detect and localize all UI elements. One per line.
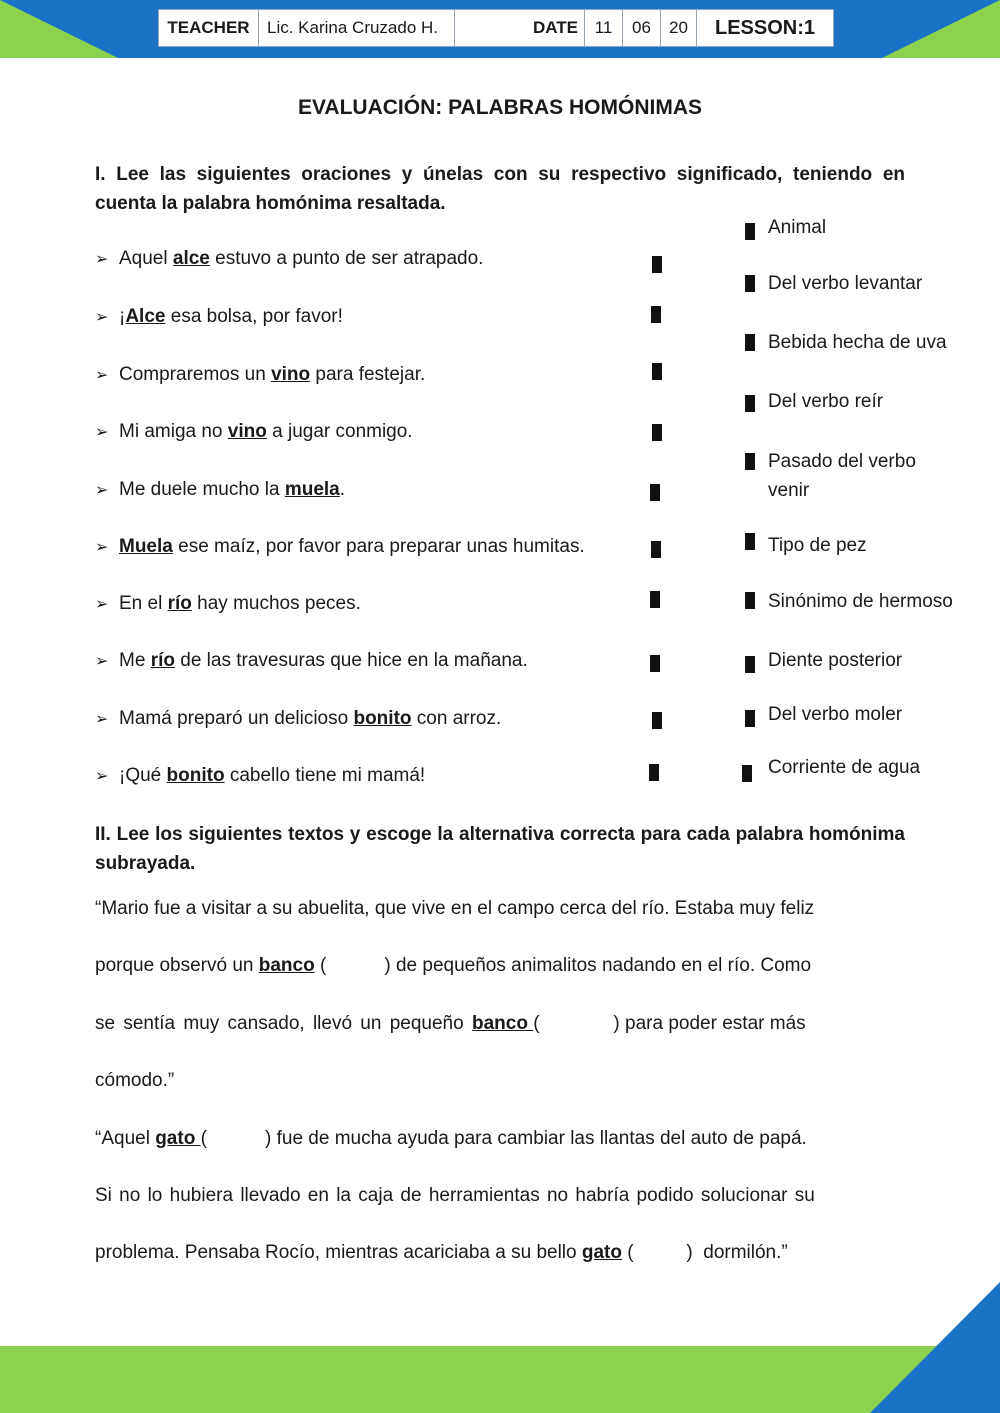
- connector-point-left[interactable]: [650, 591, 660, 608]
- text2-line1: [95, 1128, 905, 1150]
- connector-point-left[interactable]: [650, 484, 660, 501]
- connector-point-right[interactable]: [745, 533, 755, 550]
- connector-point-left[interactable]: [651, 306, 661, 323]
- sentence-pre: En el: [119, 593, 168, 614]
- meaning-item: Animal: [768, 217, 827, 238]
- connector-point-left[interactable]: [652, 424, 662, 441]
- sentence-post: esa bolsa, por favor!: [165, 306, 343, 327]
- section1-instruction: I. Lee las siguientes oraciones y únelas con su respectivo significado, teniendo en cuenta la palabra homónima resaltada.: [95, 164, 905, 214]
- arrow-bullet-icon: ➢: [95, 596, 109, 613]
- text1-line2-pre: porque observó un: [95, 955, 259, 976]
- connector-point-right[interactable]: [742, 765, 752, 782]
- sentence-post: estuvo a punto de ser atrapado.: [209, 248, 484, 269]
- homonym-word: muela: [284, 479, 340, 500]
- homonym-word: Muela: [119, 536, 173, 557]
- sentence-post: ese maíz, por favor para preparar unas humitas.: [172, 536, 585, 557]
- sentence-post: hay muchos peces.: [191, 593, 361, 614]
- date-year: 20: [661, 10, 697, 46]
- sentence-pre: ¡Qué: [119, 765, 167, 786]
- text2-line2: Si no lo hubiera llevado en la caja de herramientas no habría podido solucionar su: [95, 1185, 815, 1206]
- sentence-item: [95, 765, 425, 787]
- lesson-label: LESSON:1: [714, 16, 816, 39]
- sentence-pre: Mi amiga no: [119, 421, 228, 442]
- sentence-item: [95, 650, 528, 672]
- sentence-item: [95, 421, 413, 443]
- connector-point-right[interactable]: [745, 453, 755, 470]
- homonym-word: bonito: [353, 708, 412, 729]
- page-title: EVALUACIÓN: PALABRAS HOMÓNIMAS: [297, 96, 703, 119]
- sentence-item: [95, 536, 585, 558]
- sentence-post: .: [339, 479, 346, 500]
- arrow-bullet-icon: ➢: [95, 367, 109, 384]
- teacher-label: TEACHER: [159, 10, 259, 46]
- homonym-word: río: [150, 650, 175, 671]
- homonym-banco-1: banco: [258, 955, 315, 976]
- footer-band: [0, 1282, 1000, 1413]
- arrow-bullet-icon: ➢: [95, 653, 109, 670]
- connector-point-right[interactable]: [745, 656, 755, 673]
- text1-line1-text: “Mario fue a visitar a su abuelita, que vive en el campo cerca del río. Estaba muy feliz: [95, 898, 815, 919]
- text2-line3: [95, 1242, 905, 1264]
- sentence-item: [95, 593, 361, 615]
- connector-point-right[interactable]: [745, 592, 755, 609]
- connector-point-right[interactable]: [745, 710, 755, 727]
- homonym-banco-2: banco: [471, 1013, 534, 1034]
- connector-point-right[interactable]: [745, 223, 755, 240]
- connector-point-left[interactable]: [652, 363, 662, 380]
- homonym-word: bonito: [166, 765, 225, 786]
- date-month: 06: [623, 10, 661, 46]
- connector-point-right[interactable]: [745, 275, 755, 292]
- connector-point-left[interactable]: [649, 764, 659, 781]
- sentence-pre: Me duele mucho la: [119, 479, 285, 500]
- sentence-pre: Me: [119, 650, 151, 671]
- arrow-bullet-icon: ➢: [95, 539, 109, 556]
- sentence-post: para festejar.: [310, 364, 426, 385]
- text2-line3-pre: problema. Pensaba Rocío, mientras acariciaba a su bello: [95, 1242, 582, 1263]
- text1-line2-post: ( ) de pequeños animalitos nadando en el río. Como: [314, 955, 812, 976]
- meaning-item: Diente posterior: [768, 650, 903, 671]
- homonym-word: vino: [227, 421, 267, 442]
- text1-line4: cómodo.”: [95, 1070, 175, 1091]
- date-label: DATE: [455, 10, 585, 46]
- meaning-item: Del verbo levantar: [768, 273, 923, 294]
- sentence-item: [95, 364, 425, 386]
- text1-line3: [95, 1013, 905, 1035]
- arrow-bullet-icon: ➢: [95, 424, 109, 441]
- meaning-item: Del verbo moler: [768, 704, 903, 725]
- sentence-item: [95, 248, 483, 270]
- sentence-item: [95, 306, 343, 328]
- homonym-word: vino: [271, 364, 311, 385]
- arrow-bullet-icon: ➢: [95, 309, 109, 326]
- sentence-pre: ¡: [119, 306, 126, 327]
- sentence-post: a jugar conmigo.: [266, 421, 413, 442]
- header-table: [158, 9, 834, 47]
- text2-line3-post: ( ) dormilón.”: [621, 1242, 788, 1263]
- text2-line1-post: ( ) fue de mucha ayuda para cambiar las llantas del auto de papá.: [200, 1128, 807, 1149]
- homonym-word: río: [167, 593, 192, 614]
- section2-instruction: II. Lee los siguientes textos y escoge la alternativa correcta para cada palabra homónima subrayada.: [95, 824, 905, 874]
- text1-line3-pre: se sentía muy cansado, llevó un pequeño: [95, 1013, 472, 1034]
- text2-line1-pre: “Aquel: [95, 1128, 156, 1149]
- connector-point-left[interactable]: [650, 655, 660, 672]
- sentence-post: de las travesuras que hice en la mañana.: [174, 650, 528, 671]
- connector-point-left[interactable]: [651, 541, 661, 558]
- meaning-item: Tipo de pez: [768, 535, 867, 556]
- sentence-post: cabello tiene mi mamá!: [224, 765, 426, 786]
- connector-point-left[interactable]: [652, 256, 662, 273]
- meaning-item: Del verbo reír: [768, 391, 884, 412]
- meaning-item: Corriente de agua: [768, 757, 921, 778]
- sentence-pre: Mamá preparó un delicioso: [119, 708, 354, 729]
- connector-point-left[interactable]: [652, 712, 662, 729]
- connector-point-right[interactable]: [745, 334, 755, 351]
- meaning-item: Pasado del verbo venir: [768, 451, 916, 501]
- meaning-item: Bebida hecha de uva: [768, 332, 947, 353]
- homonym-gato-2: gato: [581, 1242, 622, 1263]
- sentence-pre: Aquel: [119, 248, 173, 269]
- arrow-bullet-icon: ➢: [95, 768, 109, 785]
- text1-line2: [95, 955, 905, 977]
- arrow-bullet-icon: ➢: [95, 251, 109, 268]
- homonym-word: Alce: [125, 306, 166, 327]
- sentence-item: [95, 479, 345, 501]
- sentence-post: con arroz.: [411, 708, 502, 729]
- homonym-gato-1: gato: [155, 1128, 201, 1149]
- sentence-pre: Compraremos un: [119, 364, 272, 385]
- arrow-bullet-icon: ➢: [95, 711, 109, 728]
- teacher-name: Lic. Karina Cruzado H.: [259, 10, 455, 46]
- text1-line3-post: ( ) para poder estar más: [533, 1013, 806, 1034]
- connector-point-right[interactable]: [745, 395, 755, 412]
- arrow-bullet-icon: ➢: [95, 482, 109, 499]
- meaning-item: Sinónimo de hermoso: [768, 591, 953, 612]
- sentence-item: [95, 708, 501, 730]
- homonym-word: alce: [172, 248, 210, 269]
- date-day: 11: [585, 10, 623, 46]
- text1-line1: [95, 898, 905, 920]
